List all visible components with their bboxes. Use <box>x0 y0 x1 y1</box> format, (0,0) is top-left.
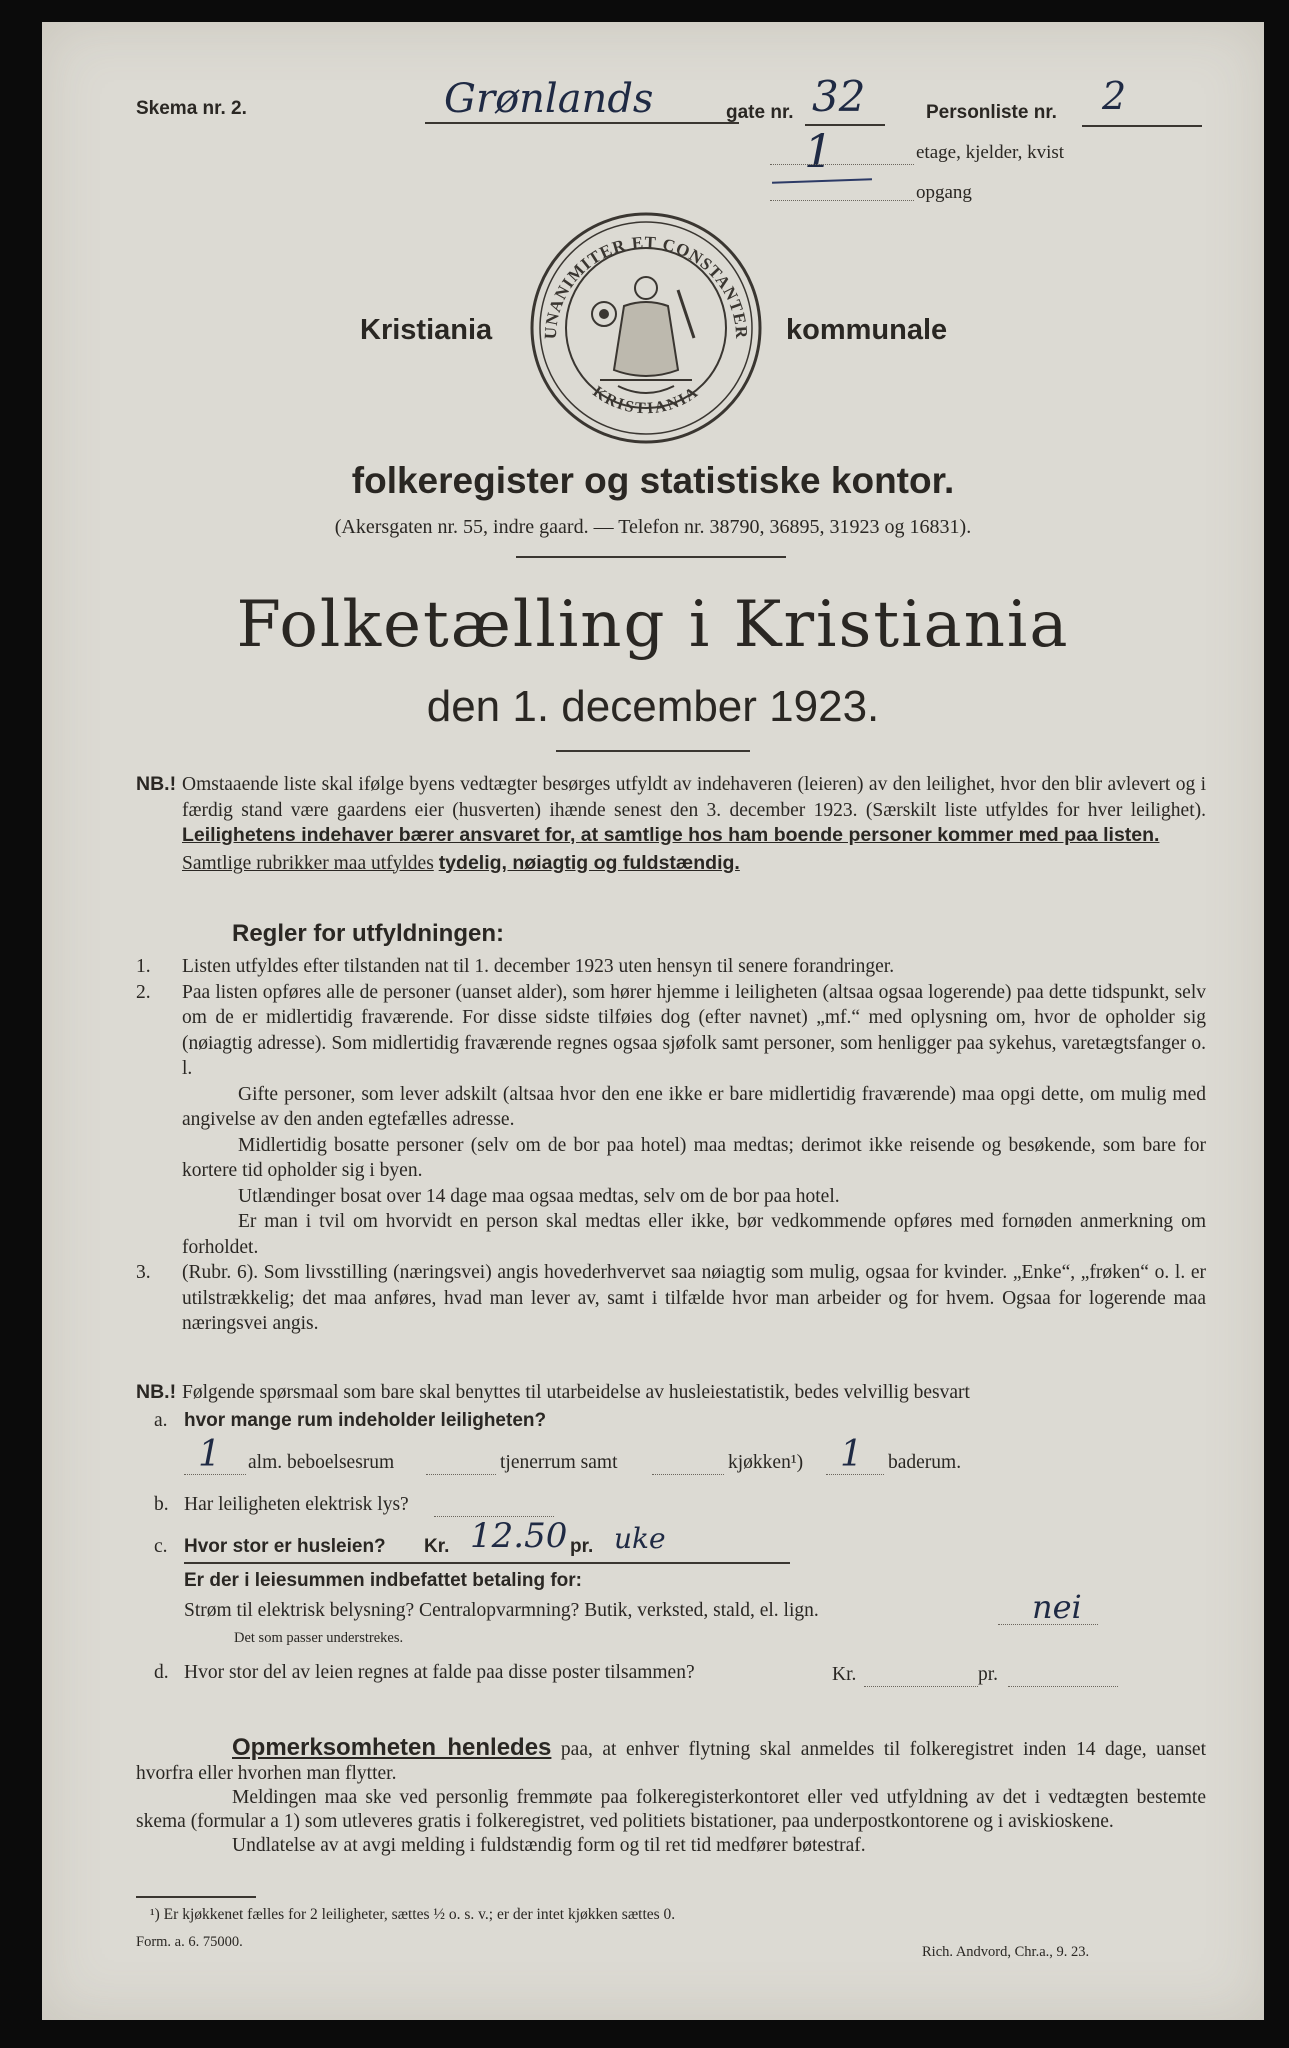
rule-2d-text: Utlændinger bosat over 14 dage maa ogsaa medtas, selv om de bor paa hotel. <box>238 1185 840 1207</box>
q-a-answer-row <box>184 1434 1214 1484</box>
rent-underline <box>184 1562 790 1564</box>
notice-text-2: Meldingen maa ske ved personlig fremmøte paa folkeregisterkontoret eller ved utfyldning av det i vedtægten bestemte skema (formular a 1) som utleveres gratis i folkeregistret, ved politiets bistationer, paa underpostkontorene og i aviskioskene. <box>136 1787 1206 1832</box>
q-d-question: Hvor stor del av leien regnes at falde paa disse poster tilsammen? <box>184 1662 695 1683</box>
footnote-divider <box>136 1896 256 1898</box>
rule-2c-text: Midlertidig bosatte personer (selv om de bor paa hotel) maa medtas; derimot ikke reisende og besøkende, som bare for kortere tid opholder sig i byen. <box>182 1134 1206 1181</box>
rule-2e-text: Er man i tvil om hvorvidt en person skal medtas eller ikke, bør vedkommende opføres med fornøden anmerkning om forholdet. <box>182 1211 1206 1258</box>
notice-text-1: paa, at enhver flytning skal anmeldes til folkeregistret inden 14 dage, uanset hvorfra eller hvorhen man flytter. <box>136 1739 1206 1784</box>
floor-pen-stroke <box>772 178 872 183</box>
nb1-label: NB.! <box>136 773 177 795</box>
floor-handwritten: 1 <box>804 124 834 178</box>
nb1-text2a: Samtlige rubrikker maa utfyldes <box>182 852 434 874</box>
notice-lead: Opmerksomheten henledes <box>232 1734 552 1761</box>
q-a-question: hvor mange rum indeholder leiligheten? <box>184 1410 547 1431</box>
q-c-label: c. <box>154 1536 168 1557</box>
q-c-kr: Kr. <box>424 1536 450 1557</box>
nb1-text: Omstaaende liste skal ifølge byens vedtægter besørges utfyldt av indehaveren (leieren) av den leilighet, hvor den blir avlevert og i færdig stand være gaardens eier (husverten) ihænde senest den 3. december 1923. (Særskilt liste utfyldes for hver leilighet). <box>182 774 1206 821</box>
office-right-word: kommunale <box>786 314 948 346</box>
nb1-text2b: tydelig, nøiagtig og fuldstændig. <box>438 851 740 874</box>
personliste-label: Personliste nr. <box>926 102 1057 123</box>
kitchen-label: kjøkken¹) <box>728 1452 804 1473</box>
included-handwritten: nei <box>1032 1588 1082 1626</box>
gate-label: gate nr. <box>726 102 794 123</box>
nb2-label: NB.! <box>136 1381 177 1403</box>
form-number: Form. a. 6. 75000. <box>136 1934 243 1950</box>
gate-number-handwritten: 32 <box>812 72 866 121</box>
main-title: Folketælling i Kristiania <box>236 588 1070 662</box>
q-d-pr-line <box>1008 1686 1118 1687</box>
rule-1-number: 1. <box>136 956 151 977</box>
q-d-kr: Kr. <box>832 1664 857 1685</box>
census-form-sheet <box>42 22 1264 2020</box>
main-subtitle: den 1. december 1923. <box>426 682 880 731</box>
q-c-pr: pr. <box>570 1536 594 1557</box>
q-c-note: Det som passer understrekes. <box>234 1630 404 1646</box>
servant-rooms-label: tjenerrum samt <box>500 1452 618 1473</box>
rule-2b-text: Gifte personer, som lever adskilt (altsaa hvor den ene ikke er bare midlertidig fraværende) maa opgi dette, om mulig med angivelse av den anden egtefælles adresse. <box>182 1083 1206 1130</box>
q-b-question: Har leiligheten elektrisk lys? <box>184 1494 409 1515</box>
floor-line <box>770 164 914 165</box>
seal-motto: UNANIMITER ET CONSTANTER <box>540 232 752 340</box>
office-address: (Akersgaten nr. 55, indre gaard. — Telefon nr. 38790, 36895, 31923 og 16831). <box>334 516 972 538</box>
floor-label: etage, kjelder, kvist <box>916 142 1065 163</box>
rule-3-number: 3. <box>136 1262 151 1283</box>
rule-1-text: Listen utfyldes efter tilstanden nat til 1. december 1923 uten hensyn til senere forandringer. <box>182 956 895 977</box>
rules-heading: Regler for utfyldningen: <box>232 920 504 947</box>
nb-instructions <box>136 772 1206 876</box>
divider-1 <box>516 556 786 558</box>
moving-notice <box>136 1736 1206 1858</box>
rule-2-number: 2. <box>136 981 151 1003</box>
office-left-word: Kristiania <box>360 314 493 346</box>
q-c-question: Hvor stor er husleien? <box>184 1536 386 1557</box>
street-line <box>425 122 739 124</box>
rent-amount-handwritten: 12.50 <box>470 1516 568 1556</box>
q-d-label: d. <box>154 1662 169 1683</box>
opgang-line <box>770 200 914 201</box>
q-b-label: b. <box>154 1494 169 1515</box>
rooms-handwritten: 1 <box>198 1434 221 1475</box>
q-a-label: a. <box>154 1410 168 1431</box>
rules-list <box>136 954 1206 1337</box>
q-c-included: Er der i leiesummen indbefattet betaling for: <box>184 1570 583 1591</box>
bath-label: baderum. <box>888 1452 962 1473</box>
rule-2-text: Paa listen opføres alle de personer (uanset alder), som hører hjemme i leiligheten (altsaa ogsaa logerende) paa dette tidspunkt, selv om de er midlertidig fraværende. For disse sidste tilføies dog (efter navnet) „mf.“ med oplysning om, hvor de opholder sig (nøiagtig adresse). Som midlertidig fraværende regnes ogsaa sjøfolk samt personer, som henligger paa sykehus, varetægtsfanger o. l. <box>182 981 1206 1079</box>
notice-text-3: Undlatelse av at avgi melding i fuldstændig form og til ret tid medfører bøtestraf. <box>232 1835 866 1856</box>
printer-credit: Rich. Andvord, Chr.a., 9. 23. <box>922 1944 1090 1960</box>
q-d-kr-line <box>864 1686 978 1687</box>
footnote: ¹) Er kjøkkenet fælles for 2 leiligheter, sættes ½ o. s. v.; er der intet kjøkken sættes 0. <box>150 1906 676 1923</box>
rooms-label: alm. beboelsesrum <box>248 1452 395 1473</box>
seal-graphic <box>528 210 764 446</box>
office-title: folkeregister og statistiske kontor. <box>351 460 955 501</box>
q-c-items: Strøm til elektrisk belysning? Centralopvarmning? Butik, verksted, stald, el. lign. <box>184 1600 819 1621</box>
nb1-bold: Leilighetens indehaver bærer ansvaret for, at samtlige hos ham boende personer kommer med paa listen. <box>182 824 1160 846</box>
nb2-intro-text: Følgende spørsmaal som bare skal benyttes til utarbeidelse av husleiestatistik, bedes velvillig besvart <box>182 1382 970 1403</box>
rent-period-handwritten: uke <box>614 1522 666 1555</box>
opgang-label: opgang <box>916 182 972 203</box>
kristiania-city-seal <box>528 210 764 446</box>
kitchen-handwritten: 1 <box>840 1434 863 1475</box>
personliste-number-handwritten: 2 <box>1102 74 1127 118</box>
seal-city: KRISTIANIA <box>589 383 703 418</box>
personliste-line <box>1082 125 1202 127</box>
rule-3-text: (Rubr. 6). Som livsstilling (næringsvei) angis hovederhvervet saa nøiagtig som mulig, ogsaa for kvinder. „Enke“, „frøken“ o. l. er utilstrækkelig; det maa anføres, hvad man lever av, samt i tilfælde hvor man arbeider og for hvem. Ogsaa for logerende maa næringsvei angis. <box>182 1262 1206 1334</box>
divider-2 <box>556 750 750 752</box>
svg-text:KRISTIANIA <box>590 383 703 417</box>
skema-number: Skema nr. 2. <box>136 98 247 119</box>
street-name-handwritten: Grønlands <box>444 76 654 122</box>
q-d-pr: pr. <box>978 1664 999 1685</box>
nb2-intro <box>136 1380 1206 1406</box>
